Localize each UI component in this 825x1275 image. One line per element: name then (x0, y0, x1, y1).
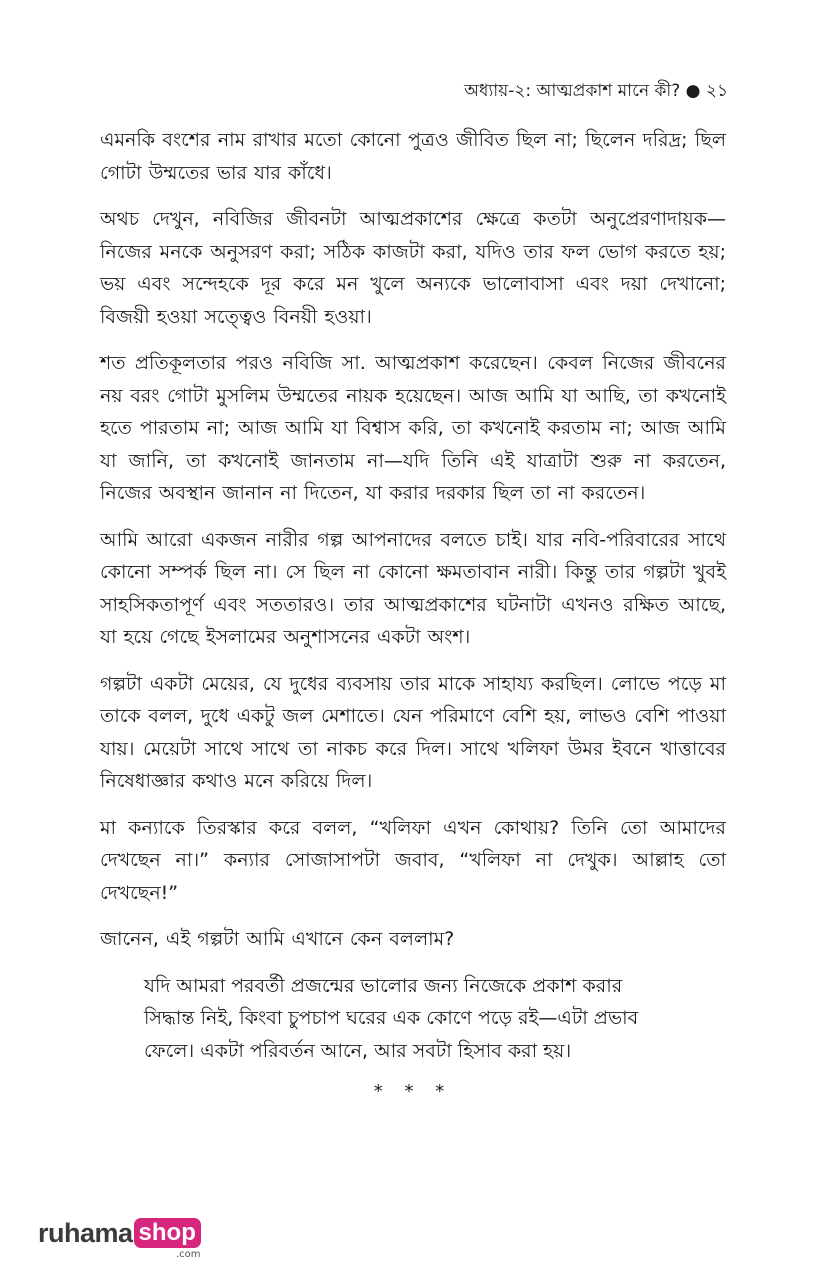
paragraph-6: মা কন্যাকে তিরস্কার করে বলল, “খলিফা এখন কোথায়? তিনি তো আমাদের দেখছেন না।” কন্যার সোজাসাপটা জবাব, “খলিফা না দেখুক। আল্লাহ তো দেখছেন!” (100, 816, 726, 904)
block-quote (144, 970, 726, 1068)
page-body (100, 124, 726, 1102)
logo-text-domain: .com (176, 1249, 201, 1260)
paragraph-4: আমি আরো একজন নারীর গল্প আপনাদের বলতে চাই। যার নবি-পরিবারের সাথে কোনো সম্পর্ক ছিল না। সে ছিল না কোনো ক্ষমতাবান নারী। কিন্তু তার গল্পটা খুবই সাহসিকতাপূর্ণ এবং সততারও। তার আত্মপ্রকাশের ঘটনাটা এখনও রক্ষিত আছে, যা হয়ে গেছে ইসলামের অনুশাসনের একটা অংশ। (100, 528, 726, 648)
paragraph-1: এমনকি বংশের নাম রাখার মতো কোনো পুত্রও জীবিত ছিল না; ছিলেন দরিদ্র; ছিল গোটা উম্মতের ভার যার কাঁধে। (100, 129, 726, 184)
logo-text-ruhama: ruhama (38, 1218, 133, 1248)
logo-text-shop: shop (134, 1218, 201, 1248)
section-separator: * * * (373, 1081, 453, 1102)
quote-line: ফেলে। একটা পরিবর্তন আনে, আর সবটা হিসাব করা হয়। (144, 1039, 572, 1062)
paragraph-5: গল্পটা একটা মেয়ের, যে দুধের ব্যবসায় তার মাকে সাহায্য করছিল। লোভে পড়ে মা তাকে বলল, দুধে একটু জল মেশাতে। যেন পরিমাণে বেশি হয়, লাভও বেশি পাওয়া যায়। মেয়েটা সাথে সাথে তা নাকচ করে দিল। সাথে খলিফা উমর ইবনে খাত্তাবের নিষেধাজ্ঞার কথাও মনে করিয়ে দিল। (100, 672, 726, 792)
quote-line: যদি আমরা পরবর্তী প্রজন্মের ভালোর জন্য নিজেকে প্রকাশ করার (144, 974, 623, 997)
paragraph-3: শত প্রতিকূলতার পরও নবিজি সা. আত্মপ্রকাশ করেছেন। কেবল নিজের জীবনের নয় বরং গোটা মুসলিম উম্মতের নায়ক হয়েছেন। আজ আমি যা আছি, তা কখনোই হতে পারতাম না; আজ আমি যা বিশ্বাস করি, তা কখনোই করতাম না; আজ আমি যা জানি, তা কখনোই জানতাম না—যদি তিনি এই যাত্রাটা শুরু না করতেন, নিজের অবস্থান জানান না দিতেন, যা করার দরকার ছিল তা না করতেন। (100, 352, 726, 504)
paragraph-2: অথচ দেখুন, নবিজির জীবনটা আত্মপ্রকাশের ক্ষেত্রে কতটা অনুপ্রেরণাদায়ক—নিজের মনকে অনুসরণ করা; সঠিক কাজটা করা, যদিও তার ফল ভোগ করতে হয়; ভয় এবং সন্দেহকে দূর করে মন খুলে অন্যকে ভালোবাসা এবং দয়া দেখানো; বিজয়ী হওয়া সত্ত্বেও বিনয়ী হওয়া। (100, 208, 726, 328)
paragraph-7: জানেন, এই গল্পটা আমি এখানে কেন বললাম? (100, 928, 455, 950)
ruhamashop-logo (38, 1218, 201, 1262)
quote-line: সিদ্ধান্ত নিই, কিংবা চুপচাপ ঘরের এক কোণে পড়ে রই—এটা প্রভাব (144, 1007, 639, 1029)
running-header: অধ্যায়-২: আত্মপ্রকাশ মানে কী? ● ২১ (464, 81, 728, 101)
